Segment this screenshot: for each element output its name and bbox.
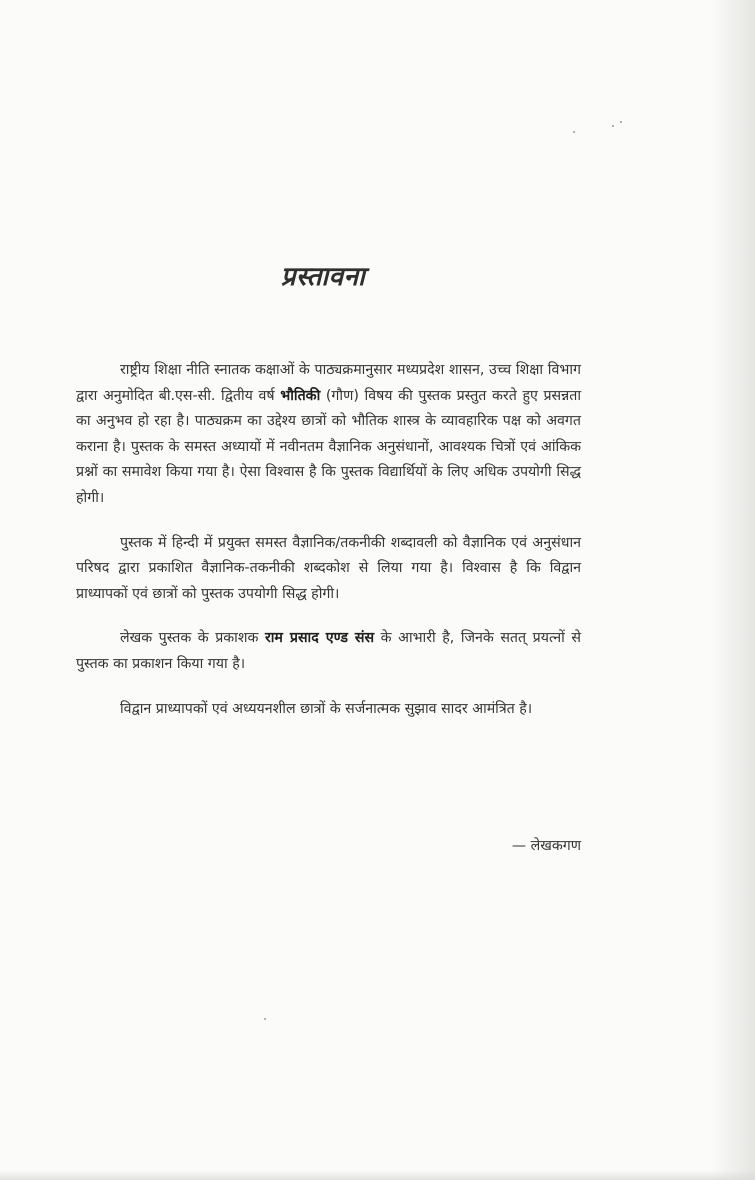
- document-body: [76, 358, 581, 741]
- paragraph-publisher: [76, 626, 581, 677]
- scan-speck: [612, 125, 614, 127]
- paragraph-intro-subject: भौतिकी: [280, 387, 321, 404]
- page-title: प्रस्तावना: [280, 262, 366, 292]
- paragraph-intro: [76, 358, 581, 512]
- authors-signature: — लेखकगण: [511, 838, 581, 854]
- scan-speck: [573, 131, 575, 133]
- page-edge-shadow: [711, 0, 755, 1180]
- paragraph-publisher-text-1: लेखक पुस्तक के प्रकाशक: [120, 630, 265, 647]
- paragraph-terminology: पुस्तक में हिन्दी में प्रयुक्त समस्त वैज्ञानिक/तकनीकी शब्दावली को वैज्ञानिक एवं अनुसंधान परिषद द्वारा प्रकाशित वैज्ञानिक-तकनीकी शब्दकोश से लिया गया है। विश्वास है कि विद्वान प्राध्यापकों एवं छात्रों को पुस्तक उपयोगी सिद्ध होगी।: [76, 534, 581, 602]
- paragraph-publisher-name: राम प्रसाद एण्ड संस: [264, 630, 375, 647]
- paragraph-suggestions: विद्वान प्राध्यापकों एवं अध्ययनशील छात्रों के सर्जनात्मक सुझाव सादर आमंत्रित है।: [120, 700, 533, 717]
- paragraph-intro-text-1: राष्ट्रीय शिक्षा नीति स्नातक कक्षाओं के पाठ्यक्रमानुसार मध्यप्रदेश शासन, उच्च शिक्षा विभाग द्वारा अनुमोदित बी.एस-सी. द्वितीय वर्ष: [76, 362, 581, 404]
- scan-speck: [620, 121, 622, 123]
- paragraph-publisher-text-2: के आभारी है, जिनके सतत् प्रयत्नों से पुस्तक का प्रकाशन किया गया है।: [76, 630, 581, 672]
- page-bottom-shade: [0, 1170, 755, 1180]
- paragraph-intro-text-2: (गौण) विषय की पुस्तक प्रस्तुत करते हुए प्रसन्नता का अनुभव हो रहा है। पाठ्यक्रम का उद्देश्य छात्रों को भौतिक शास्त्र के व्यावहारिक पक्ष को अवगत कराना है। पुस्तक के समस्त अध्यायों में नवीनतम वैज्ञानिक अनुसंधानों, आवश्यक चित्रों एवं आंकिक प्रश्नों का समावेश किया गया है। ऐसा विश्वास है कि पुस्तक विद्यार्थियों के लिए अधिक उपयोगी सिद्ध होगी।: [76, 387, 581, 506]
- scan-speck: [264, 1018, 266, 1020]
